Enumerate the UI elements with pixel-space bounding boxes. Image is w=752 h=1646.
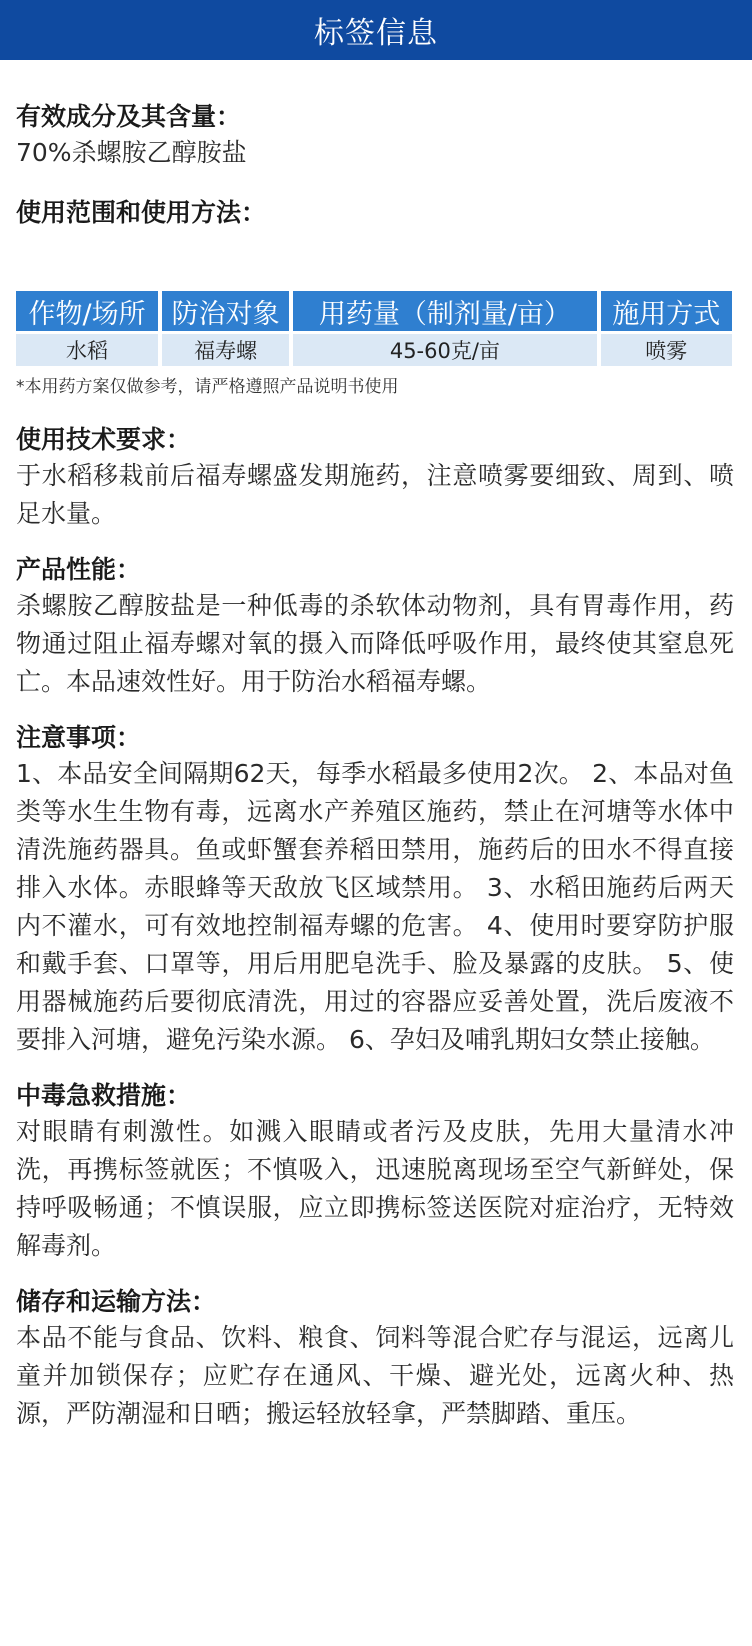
first-aid-text: 对眼睛有刺激性。如溅入眼睛或者污及皮肤，先用大量清水冲洗，再携标签就医；不慎吸入，迅速脱离现场至空气新鲜处，保持呼吸畅通；不慎误服，应立即携标签送医院对症治疗，无特效解毒剂。	[16, 1117, 734, 1260]
table-header-method: 施用方式	[601, 291, 733, 331]
ingredients-text: 70%杀螺胺乙醇胺盐	[16, 138, 247, 167]
usage-note: *本用药方案仅做参考，请严格遵照产品说明书使用	[16, 377, 399, 397]
table-header-crop: 作物/场所	[16, 291, 158, 331]
performance-text: 杀螺胺乙醇胺盐是一种低毒的杀软体动物剂，具有胃毒作用，药物通过阻止福寿螺对氧的摄入而降低呼吸作用，最终使其窒息死亡。本品速效性好。用于防治水稻福寿螺。	[16, 591, 734, 696]
label-content	[16, 100, 734, 1433]
usage-heading: 使用范围和使用方法：	[16, 198, 267, 227]
table-cell-crop: 水稻	[16, 334, 158, 366]
technique-heading: 使用技术要求：	[16, 425, 192, 454]
first-aid-heading: 中毒急救措施：	[16, 1081, 192, 1110]
table-header-row	[16, 291, 732, 331]
table-row	[16, 334, 732, 366]
precautions-text: 1、本品安全间隔期62天，每季水稻最多使用2次。 2、本品对鱼类等水生生物有毒，远离水产养殖区施药，禁止在河塘等水体中清洗施药器具。鱼或虾蟹套养稻田禁用，施药后的田水不得直接排入水体。赤眼蜂等天敌放飞区域禁用。 3、水稻田施药后两天内不灌水，可有效地控制福寿螺的危害。 4、使用时要穿防护服和戴手套、口罩等，用后用肥皂洗手、脸及暴露的皮肤。 5、使用器械施药后要彻底清洗，用过的容器应妥善处置，洗后废液不要排入河塘，避免污染水源。 6、孕妇及哺乳期妇女禁止接触。	[16, 759, 734, 1054]
table-cell-target: 福寿螺	[162, 334, 289, 366]
table-cell-method: 喷雾	[601, 334, 733, 366]
table-header-dosage: 用药量（制剂量/亩）	[293, 291, 596, 331]
storage-text: 本品不能与食品、饮料、粮食、饲料等混合贮存与混运，远离儿童并加锁保存；应贮存在通风、干燥、避光处，远离火种、热源，严防潮湿和日晒；搬运轻放轻拿，严禁脚踏、重压。	[16, 1323, 734, 1428]
page-title: 标签信息	[314, 16, 438, 51]
storage-heading: 储存和运输方法：	[16, 1287, 217, 1316]
header-banner	[0, 0, 752, 60]
technique-text: 于水稻移栽前后福寿螺盛发期施药，注意喷雾要细致、周到、喷足水量。	[16, 461, 734, 528]
precautions-heading: 注意事项：	[16, 723, 142, 752]
table-cell-dosage: 45-60克/亩	[293, 334, 596, 366]
ingredients-heading: 有效成分及其含量：	[16, 102, 242, 131]
usage-table	[12, 288, 736, 369]
table-header-target: 防治对象	[162, 291, 289, 331]
performance-heading: 产品性能：	[16, 555, 142, 584]
usage-table-wrapper	[16, 288, 734, 399]
